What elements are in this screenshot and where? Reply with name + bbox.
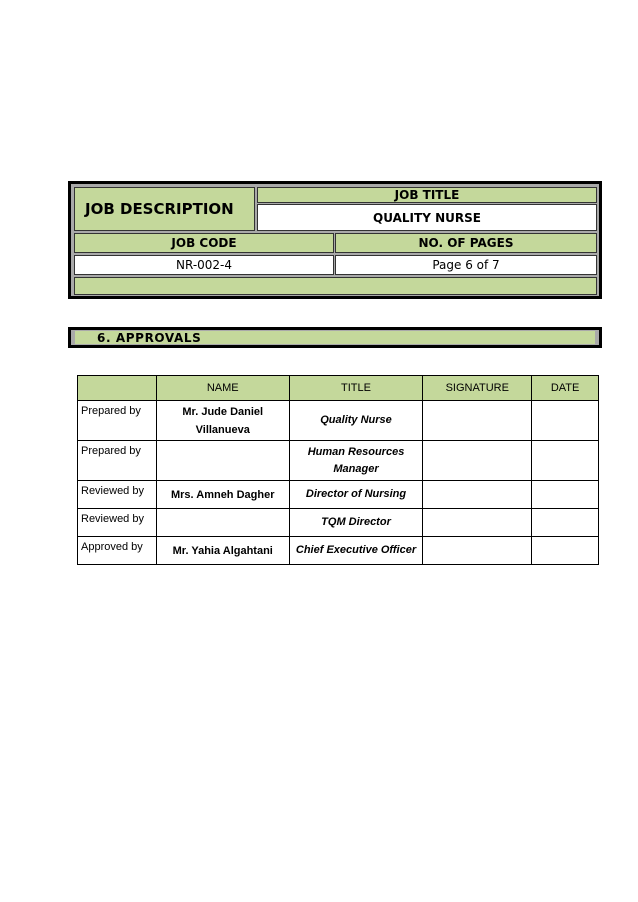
row-name: Mr. Jude Daniel Villanueva	[156, 401, 289, 441]
row-title: Director of Nursing	[289, 481, 423, 509]
row-signature	[423, 481, 532, 509]
row-name	[156, 509, 289, 537]
header-title: TITLE	[289, 376, 423, 401]
job-title-value: QUALITY NURSE	[257, 204, 597, 231]
job-code-value: NR-002-4	[74, 255, 334, 275]
row-role: Prepared by	[78, 401, 157, 441]
pages-label: NO. OF PAGES	[335, 233, 597, 253]
section-heading	[68, 327, 602, 348]
row-role: Approved by	[78, 537, 157, 565]
row-name: Mr. Yahia Algahtani	[156, 537, 289, 565]
table-row	[78, 401, 599, 441]
row-title: Human Resources Manager	[289, 441, 423, 481]
row-signature	[423, 441, 532, 481]
header-name: NAME	[156, 376, 289, 401]
header-date: DATE	[532, 376, 599, 401]
row-date	[532, 509, 599, 537]
table-row	[78, 509, 599, 537]
row-role: Reviewed by	[78, 509, 157, 537]
header-blank	[78, 376, 157, 401]
row-role: Prepared by	[78, 441, 157, 481]
doc-type-label: JOB DESCRIPTION	[74, 187, 255, 231]
job-header-box	[68, 181, 602, 299]
row-role: Reviewed by	[78, 481, 157, 509]
header-signature: SIGNATURE	[423, 376, 532, 401]
table-header-row	[78, 376, 599, 401]
row-signature	[423, 401, 532, 441]
row-name: Mrs. Amneh Dagher	[156, 481, 289, 509]
row-date	[532, 537, 599, 565]
row-date	[532, 401, 599, 441]
row-signature	[423, 537, 532, 565]
row-date	[532, 441, 599, 481]
table-row	[78, 441, 599, 481]
row-name	[156, 441, 289, 481]
approvals-table	[77, 375, 599, 565]
section-title: 6. APPROVALS	[75, 331, 595, 344]
row-title: Chief Executive Officer	[289, 537, 423, 565]
job-code-label: JOB CODE	[74, 233, 334, 253]
table-row	[78, 537, 599, 565]
row-signature	[423, 509, 532, 537]
table-row	[78, 481, 599, 509]
row-title: Quality Nurse	[289, 401, 423, 441]
job-title-label: JOB TITLE	[257, 187, 597, 203]
row-title: TQM Director	[289, 509, 423, 537]
row-date	[532, 481, 599, 509]
header-footer-band	[74, 277, 597, 295]
pages-value: Page 6 of 7	[335, 255, 597, 275]
